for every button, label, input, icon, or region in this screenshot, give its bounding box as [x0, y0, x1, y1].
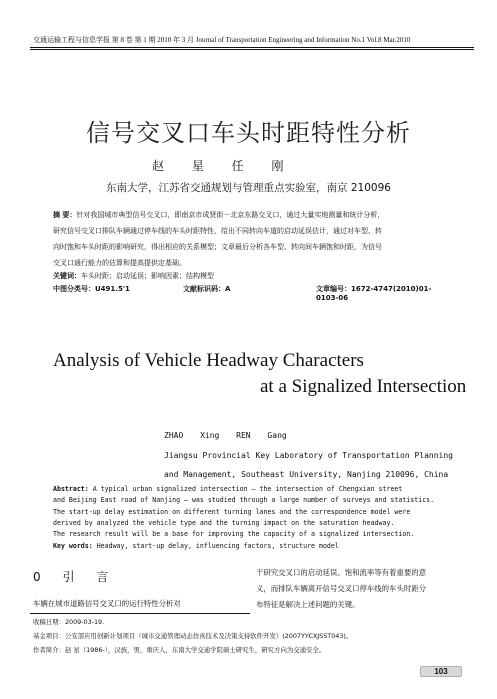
document-code: 文献标识码：A	[183, 285, 231, 293]
abstract-cn-line: 向时饱和车头时距的影响研究，得出相应的关系模型；文章最后分析各车型、转向间车辆饱和时距，为信号	[53, 243, 382, 251]
section-heading-intro: 0 引 言	[33, 570, 109, 584]
authors-cn: 赵 星 任 刚	[152, 159, 284, 173]
abstract-en-line: A typical urban signalized intersection — the intersection of Chengxian street	[92, 485, 403, 493]
keywords-en-label: Key words:	[53, 542, 93, 550]
abstract-en-line: and Beijing East road of Nanjing — was studied through a large number of surveys and statistics.	[53, 496, 435, 505]
body-line: 干研究交叉口的启动延误、饱和流率等有着重要的意	[256, 568, 426, 577]
title-en-line1: Analysis of Vehicle Headway Characters	[53, 350, 364, 371]
title-en-line2: at a Signalized Intersection	[260, 376, 467, 397]
keywords-en-text: Headway, start-up delay, influencing factors, structure model	[96, 542, 339, 550]
affiliation-en-line: and Management, Southeast University, Nanjing 210096, China	[164, 470, 449, 479]
abstract-en-line: The start-up delay estimation on different turning lanes and the correspondence model were	[53, 507, 411, 516]
abstract-cn-label: 摘 要：	[53, 211, 77, 219]
keywords-en	[53, 542, 458, 550]
abstract-cn-line: 研究信号交叉口排队车辆通过停车线的车头时距特性，给出不同转向车道的启动延误估计，通过对车型、转	[53, 227, 382, 235]
abstract-en	[53, 484, 458, 540]
header-rule-double	[30, 49, 474, 50]
affiliation-en	[164, 446, 464, 484]
abstract-cn-line: 交叉口通行能力的估算和提高提供定基础。	[53, 259, 186, 267]
keywords-cn-text: 车头时距；启动延误；影响因素；结构模型	[81, 272, 214, 280]
keywords-cn-label: 关键词：	[53, 272, 81, 280]
body-line: 义，而排队车辆离开信号交叉口停车线的车头时距分	[256, 584, 426, 593]
abstract-en-label: Abstract:	[53, 485, 89, 493]
abstract-cn	[53, 207, 448, 271]
abstract-cn-line: 针对我国城市典型信号交叉口，即南京市成贤街－北京东路交叉口，通过大量实地测量和统计分析，	[76, 211, 385, 219]
footnote-author: 作者简介：赵 星（1986-），汉族，男，重庆人，东南大学交通学院硕士研究生，研究方向为交通安全。	[33, 646, 326, 654]
body-line: 布特征是解决上述问题的关键。	[256, 600, 360, 609]
authors-en: ZHAO Xing REN Gang	[164, 431, 287, 440]
clc-number: 中图分类号：U491.5'1	[53, 285, 130, 293]
article-number: 文章编号：1672-4747(2010)01-0103-06	[316, 285, 432, 302]
body-text-right	[256, 565, 466, 613]
journal-header: 交通运输工程与信息学报 第 8 卷 第 1 期 2010 年 3 月 Journal of Transportation Engineering and Information No.1 Vol.8 Mar.2010	[33, 36, 411, 44]
footnote-received: 收稿日期：2009-03-19.	[33, 618, 105, 626]
header-rule	[30, 47, 474, 48]
footnote-rule	[30, 613, 250, 614]
title-cn: 信号交叉口车头时距特性分析	[86, 119, 411, 147]
affiliation-cn: 东南大学，江苏省交通规划与管理重点实验室，南京 210096	[106, 182, 391, 194]
abstract-en-line: derived by analyzed the vehicle type and the turning impact on the saturation headway.	[53, 518, 395, 527]
keywords-cn	[53, 268, 448, 284]
body-text-left: 车辆在城市道路信号交叉口的运行特性分析对	[33, 599, 181, 608]
classification-row	[53, 284, 448, 302]
page-number: 103	[420, 666, 462, 677]
affiliation-en-line: Jiangsu Provincial Key Laboratory of Transportation Planning	[164, 451, 453, 460]
footnote-funding: 基金项目：公安部应用创新计划项目（城市交通管理动态仿真技术及决策支持软件开发）(2007YYCXJSST043)。	[33, 632, 353, 640]
abstract-en-line: The research result will be a base for improving the capacity of a signalized intersection.	[53, 530, 415, 539]
